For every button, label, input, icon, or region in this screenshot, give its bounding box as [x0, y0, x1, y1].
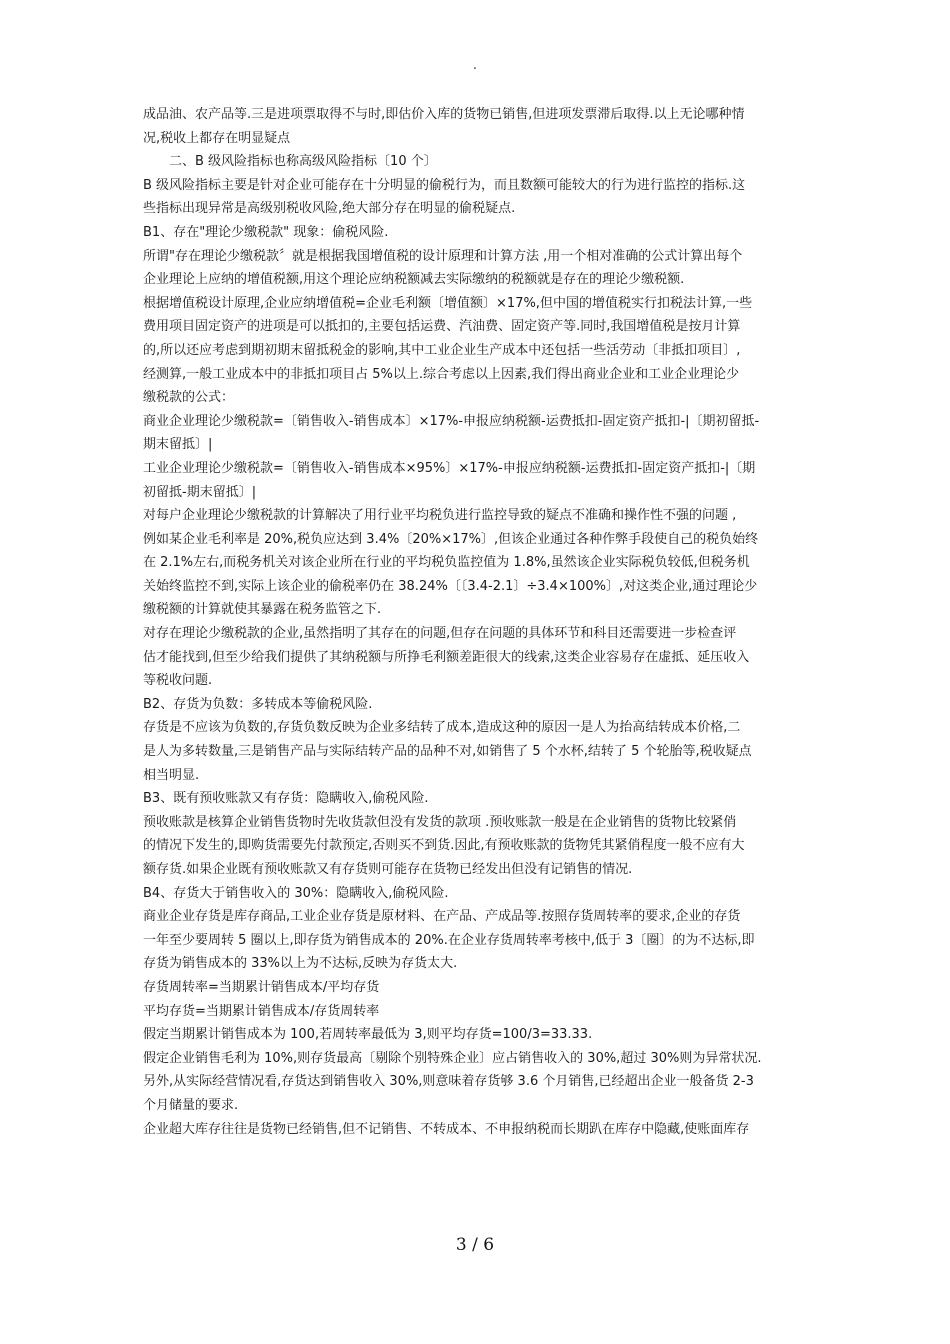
text-line: 另外,从实际经营情况看,存货达到销售收入 30%,则意味着存货够 3.6 个月销售,已经超出企业一般备货 2-3: [143, 1074, 754, 1090]
text-line: 况,税收上都存在明显疑点: [143, 130, 291, 146]
text-line: 企业理论上应纳的增值税额,用这个理论应纳税额减去实际缴纳的税额就是存在的理论少缴税额.: [143, 272, 685, 288]
text-line: 等税收问题.: [143, 673, 213, 689]
formula-line: 初留抵-期末留抵〕|: [143, 484, 257, 500]
text-line: 一年至少要周转 5 圈以上,即存货为销售成本的 20%.在企业存货周转率考核中,低于 3〔圈〕的为不达标,即: [143, 932, 755, 948]
page-number: 3 / 6: [455, 1235, 495, 1255]
text-line: 对每户企业理论少缴税款的计算解决了用行业平均税负进行监控导致的疑点不准确和操作性不强的问题 ,: [143, 508, 737, 524]
text-line: 是人为多转数量,三是销售产品与实际结转产品的品种不对,如销售了 5 个水杯,结转了 5 个轮胎等,税收疑点: [143, 744, 752, 760]
text-line: 缴税额的计算就使其暴露在税务监管之下.: [143, 602, 382, 618]
formula-line: 平均存货=当期累计销售成本/存货周转率: [143, 1003, 380, 1019]
text-line: 例如某企业毛利率是 20%,税负应达到 3.4%〔20%×17%〕,但该企业通过各种作弊手段使自己的税负始终: [143, 531, 759, 547]
text-line: 个月储量的要求.: [143, 1097, 239, 1113]
text-line: 预收账款是核算企业销售货物时先收货款但没有发货的款项 .预收账款一般是在企业销售的货物比较紧俏: [143, 814, 737, 830]
text-line: 企业超大库存往往是货物已经销售,但不记销售、不转成本、不申报纳税而长期趴在库存中隐藏,使账面库存: [143, 1121, 750, 1137]
text-line: 缴税款的公式：: [143, 390, 235, 406]
document-body: [143, 103, 813, 1141]
text-line: 假定企业销售毛利为 10%,则存货最高〔剔除个别特殊企业〕应占销售收入的 30%,超过 30%则为异常状况.: [143, 1050, 762, 1066]
text-line: 商业企业存货是库存商品,工业企业存货是原材料、在产品、产成品等.按照存货周转率的要求,企业的存货: [143, 909, 741, 925]
text-line: 费用项目固定资产的进项是可以抵扣的,主要包括运费、汽油费、固定资产等.同时,我国增值税是按月计算: [143, 319, 741, 335]
formula-line: 商业企业理论少缴税款=〔销售收入-销售成本〕×17%-申报应纳税额-运费抵扣-固定资产抵扣-|〔期初留抵-: [143, 413, 760, 429]
text-line: 对存在理论少缴税款的企业,虽然指明了其存在的问题,但存在问题的具体环节和科目还需要进一步检查评: [143, 626, 737, 642]
text-line: 些指标出现异常是高级别税收风险,绝大部分存在明显的偷税疑点.: [143, 201, 516, 217]
text-line: 额存货.如果企业既有预收账款又有存货则可能存在货物已经发出但没有记销售的情况.: [143, 862, 633, 877]
text-line: 存货是不应该为负数的,存货负数反映为企业多结转了成本,造成这种的原因一是人为抬高结转成本价格,二: [143, 720, 741, 736]
text-line: 成品油、农产品等.三是进项票取得不与时,即估价入库的货物已销售,但进项发票滞后取得.以上无论哪种情: [143, 107, 745, 122]
text-line: 根据增值税设计原理,企业应纳增值税=企业毛利额〔增值额〕×17%,但中国的增值税实行扣税法计算,一些: [143, 295, 753, 311]
indicator-heading-b3: B3、既有预收账款又有存货：隐瞒收入,偷税风险.: [143, 791, 429, 807]
text-line: 在 2.1%左右,而税务机关对该企业所在行业的平均税负监控值为 1.8%,虽然该企业实际税负较低,但税务机: [143, 555, 750, 571]
formula-line: 工业企业理论少缴税款=〔销售收入-销售成本×95%〕×17%-申报应纳税额-运费抵扣-固定资产抵扣-|〔期: [143, 460, 756, 476]
section-heading: 二、B 级风险指标也称高级风险指标〔10 个〕: [169, 154, 437, 170]
indicator-heading-b2: B2、存货为负数：多转成本等偷税风险.: [143, 696, 373, 712]
header-mark: .: [472, 58, 478, 73]
indicator-heading-b4: B4、存货大于销售收入的 30%：隐瞒收入,偷税风险.: [143, 885, 449, 901]
text-line: 经测算,一般工业成本中的非抵扣项目占 5%以上.综合考虑以上因素,我们得出商业企业和工业企业理论少: [143, 366, 740, 382]
text-line: 相当明显.: [143, 767, 200, 783]
text-line: 估才能找到,但至少给我们提供了其纳税额与所挣毛利额差距很大的线索,这类企业容易存在虚抵、延压收入: [143, 649, 750, 665]
text-line: 关始终监控不到,实际上该企业的偷税率仍在 38.24%〔〔3.4-2.1〕÷3.4×100%〕,对这类企业,通过理论少: [143, 578, 758, 594]
text-line: 存货为销售成本的 33%以上为不达标,反映为存货太大.: [143, 956, 458, 972]
text-line: 的,所以还应考虑到期初期末留抵税金的影响,其中工业企业生产成本中还包括一些活劳动〔非抵扣项目〕,: [143, 342, 741, 358]
formula-line: 期末留抵〕|: [143, 437, 213, 453]
text-line: B 级风险指标主要是针对企业可能存在十分明显的偷税行为，而且数额可能较大的行为进行监控的指标.这: [143, 177, 746, 193]
text-line: 假定当期累计销售成本为 100,若周转率最低为 3,则平均存货=100/3=33.33.: [143, 1027, 593, 1043]
indicator-heading-b1: B1、存在"理论少缴税款" 现象：偷税风险.: [143, 224, 389, 240]
formula-line: 存货周转率=当期累计销售成本/平均存货: [143, 979, 380, 995]
text-line: 的情况下发生的,即购货需要先付款预定,否则买不到货.因此,有预收账款的货物凭其紧俏程度一般不应有大: [143, 838, 745, 854]
text-line: 所谓"存在理论少缴税款〞就是根据我国增值税的设计原理和计算方法 ,用一个相对准确的公式计算出每个: [143, 248, 743, 264]
